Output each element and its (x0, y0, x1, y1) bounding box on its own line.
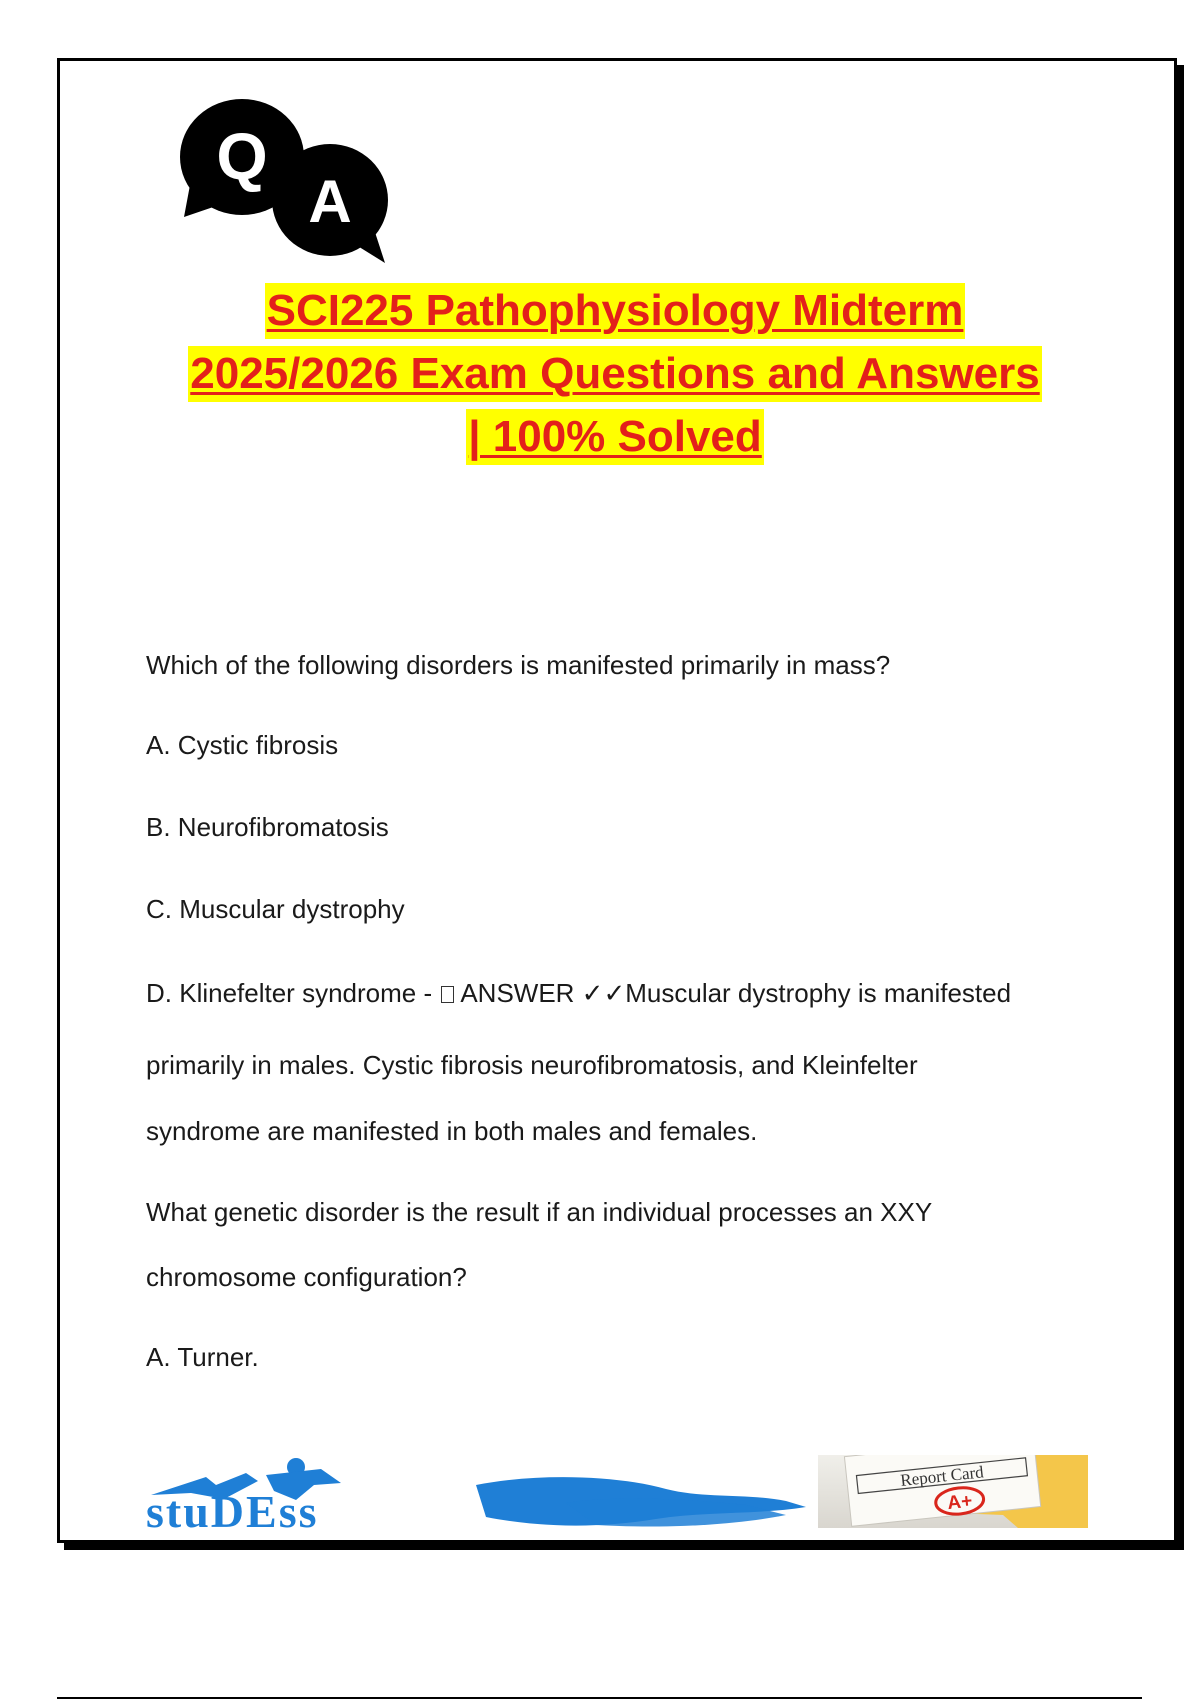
answer-marker-icon (441, 986, 454, 1003)
studess-brand-logo (146, 1455, 816, 1530)
q1-option-b: B. Neurofibromatosis (146, 812, 389, 842)
report-card-label: Report Card (899, 1462, 985, 1490)
bottom-divider (57, 1697, 1142, 1699)
document-title (110, 283, 1120, 472)
title-line-2: 2025/2026 Exam Questions and Answers (188, 346, 1041, 402)
q1-option-d-with-answer (146, 978, 1011, 1009)
page-frame (57, 58, 1177, 1543)
question-2-line-1: What genetic disorder is the result if an individual processes an XXY (146, 1197, 933, 1227)
q-letter: Q (216, 119, 268, 193)
a-bubble (272, 144, 388, 263)
question-2-line-2: chromosome configuration? (146, 1262, 467, 1292)
q1-answer-line-3: syndrome are manifested in both males and females. (146, 1116, 758, 1146)
a-letter: A (308, 168, 352, 235)
q1-option-d: D. Klinefelter syndrome - (146, 978, 440, 1008)
brand-text: stuDEss (146, 1486, 319, 1530)
q1-option-a: A. Cystic fibrosis (146, 730, 339, 760)
grade-text: A+ (946, 1490, 974, 1515)
q2-option-a: A. Turner. (146, 1342, 259, 1372)
report-card-icon (818, 1455, 1088, 1528)
question-1-text: Which of the following disorders is manifested primarily in mass? (146, 650, 891, 680)
report-card-image (818, 1455, 1088, 1528)
title-line-3: | 100% Solved (466, 409, 764, 465)
q1-option-c: C. Muscular dystrophy (146, 894, 405, 924)
q1-answer-label: ANSWER ✓✓Muscular dystrophy is manifested (460, 978, 1012, 1008)
q1-answer-line-2: primarily in males. Cystic fibrosis neurofibromatosis, and Kleinfelter (146, 1050, 918, 1080)
title-line-1: SCI225 Pathophysiology Midterm (265, 283, 966, 339)
qa-speech-bubble-icon (170, 95, 400, 270)
